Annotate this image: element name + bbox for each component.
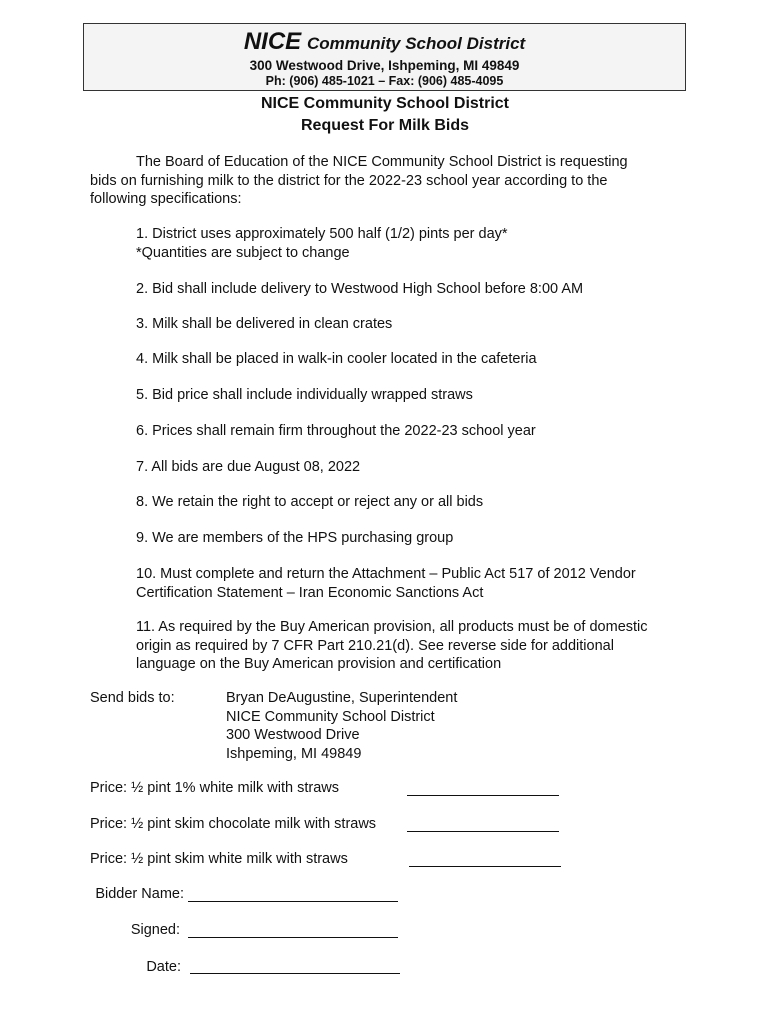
signed-label: Signed: bbox=[130, 922, 180, 938]
spec-item-2: 2. Bid shall include delivery to Westwood High School before 8:00 AM bbox=[136, 281, 584, 297]
spec-item-3: 3. Milk shall be delivered in clean crates bbox=[136, 316, 393, 332]
spec-item-8: 8. We retain the right to accept or reject any or all bids bbox=[136, 494, 484, 510]
price-input-line-1pct-white[interactable] bbox=[407, 795, 559, 796]
price-label-skim-white: Price: ½ pint skim white milk with straws bbox=[90, 851, 348, 867]
price-label-skim-chocolate: Price: ½ pint skim chocolate milk with straws bbox=[90, 816, 377, 832]
bidder-name-label: Bidder Name: bbox=[95, 886, 184, 902]
bidder-name-line[interactable] bbox=[188, 901, 398, 902]
date-line[interactable] bbox=[190, 973, 400, 974]
letterhead-phone-fax: Ph: (906) 485-1021 – Fax: (906) 485-4095 bbox=[265, 74, 504, 88]
price-input-line-skim-white[interactable] bbox=[409, 866, 561, 867]
letterhead-address: 300 Westwood Drive, Ishpeming, MI 49849 bbox=[249, 58, 520, 73]
send-bids-address bbox=[226, 689, 457, 763]
spec-item-7: 7. All bids are due August 08, 2022 bbox=[136, 459, 361, 475]
letterhead-title bbox=[84, 29, 685, 57]
signed-line[interactable] bbox=[188, 937, 398, 938]
intro-line: The Board of Education of the NICE Community School District is requesting bbox=[136, 154, 628, 170]
send-bids-label: Send bids to: bbox=[90, 690, 175, 706]
date-label: Date: bbox=[146, 959, 181, 975]
price-label-1pct-white: Price: ½ pint 1% white milk with straws bbox=[90, 780, 339, 796]
spec-item-6: 6. Prices shall remain firm throughout the 2022-23 school year bbox=[136, 423, 536, 439]
spec-item-9: 9. We are members of the HPS purchasing group bbox=[136, 530, 454, 546]
spec-item-11: 11. As required by the Buy American provision, all products must be of domestic origin as required by 7 CFR Part 210.21(d). See reverse side for additional language on the Buy American provision and certification bbox=[136, 619, 648, 672]
spec-item-1: 1. District uses approximately 500 half (1/2) pints per day* *Quantities are subject to change bbox=[136, 226, 508, 261]
address-line: NICE Community School District bbox=[226, 708, 435, 725]
intro-line: bids on furnishing milk to the district for the 2022-23 school year according to the bbox=[90, 172, 608, 189]
letterhead bbox=[83, 23, 686, 91]
price-input-line-skim-chocolate[interactable] bbox=[407, 831, 559, 832]
spec-item-4: 4. Milk shall be placed in walk-in cooler located in the cafeteria bbox=[136, 351, 537, 367]
document-heading-district: NICE Community School District bbox=[260, 95, 510, 112]
letterhead-name-prefix: NICE bbox=[243, 28, 302, 55]
spec-item-10: 10. Must complete and return the Attachment – Public Act 517 of 2012 Vendor Certification Statement – Iran Economic Sanctions Act bbox=[136, 566, 636, 601]
address-line: Ishpeming, MI 49849 bbox=[226, 745, 362, 762]
intro-paragraph bbox=[90, 153, 690, 209]
spec-item-5: 5. Bid price shall include individually wrapped straws bbox=[136, 387, 473, 403]
intro-line: following specifications: bbox=[90, 191, 242, 207]
document-heading-title: Request For Milk Bids bbox=[300, 117, 470, 134]
letterhead-name-rest: Community School District bbox=[307, 34, 526, 53]
address-line: 300 Westwood Drive bbox=[226, 727, 360, 743]
address-line: Bryan DeAugustine, Superintendent bbox=[226, 690, 458, 706]
